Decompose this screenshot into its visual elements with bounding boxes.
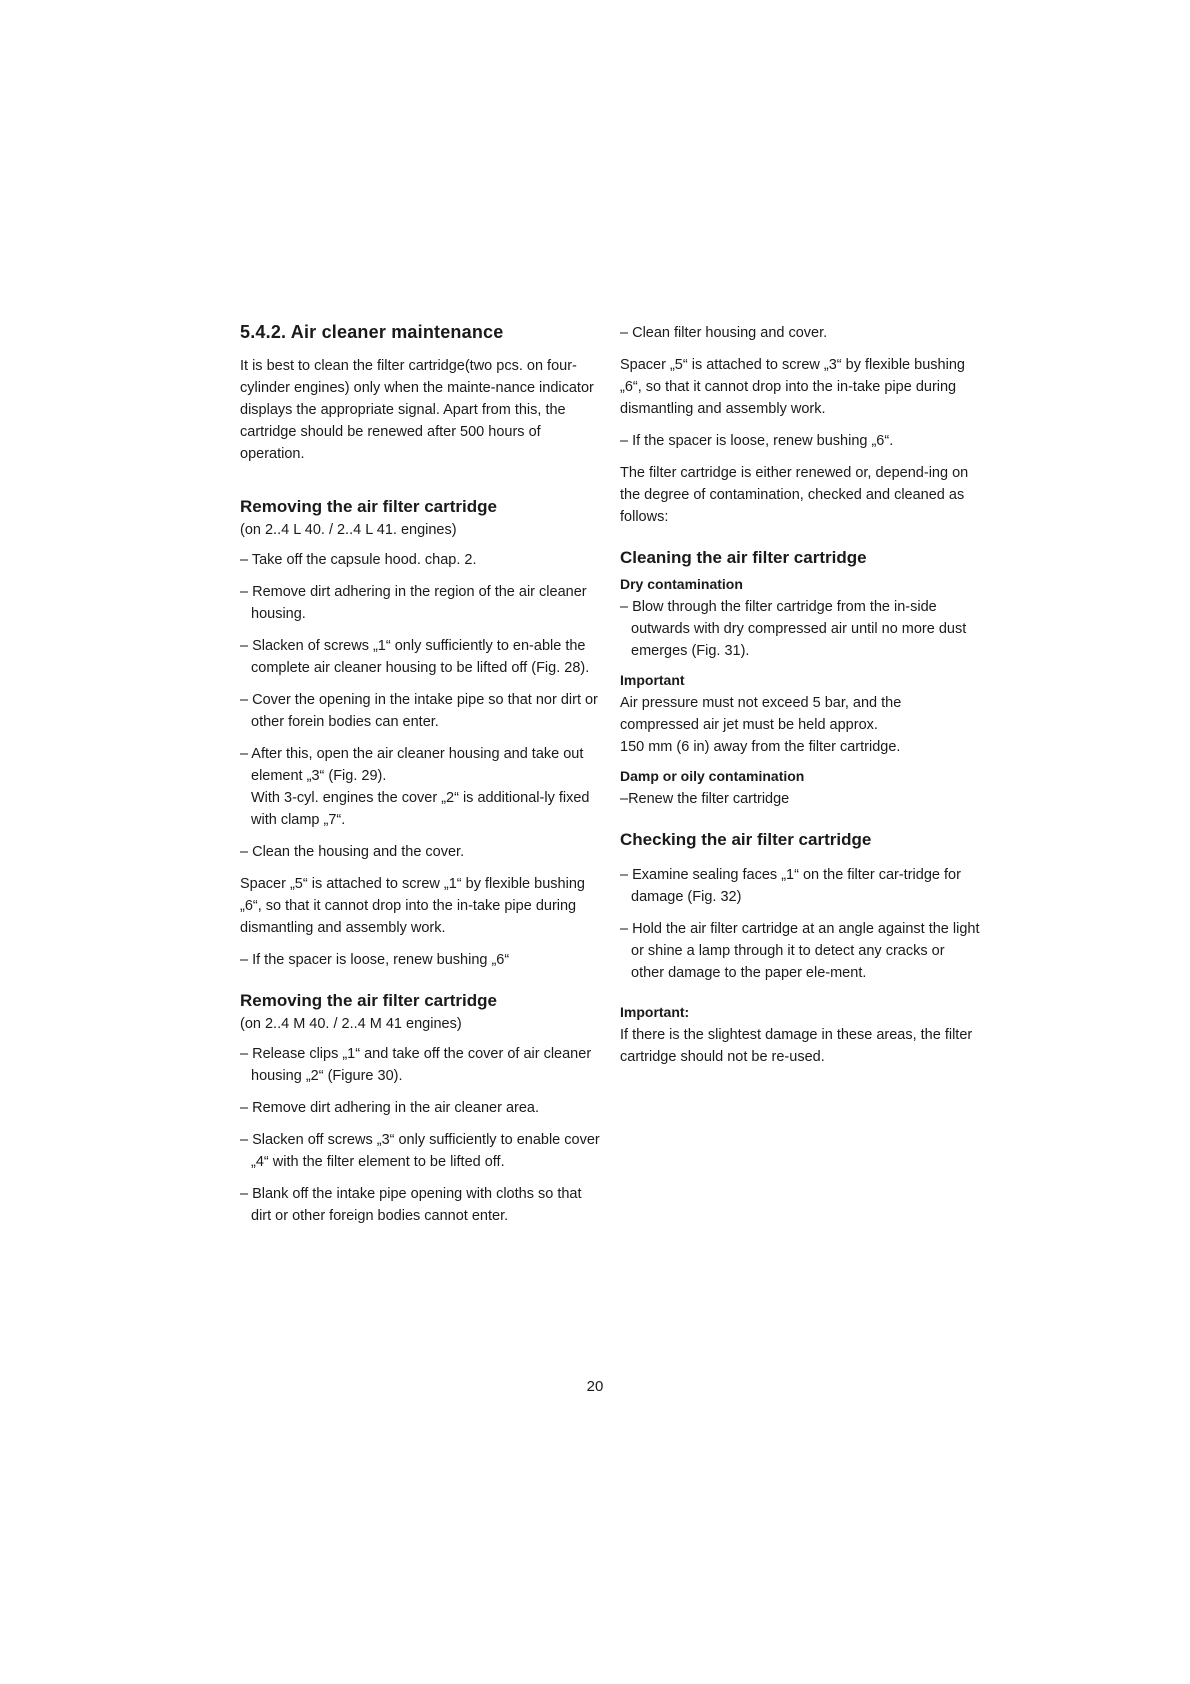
left-column (240, 322, 600, 1237)
heading-cleaning: Cleaning the air filter cartridge (620, 548, 867, 567)
list-item: – Remove dirt adhering in the air cleaner area. (240, 1100, 540, 1116)
important-text: Air pressure must not exceed 5 bar, and the compressed air jet must be held approx. 150 mm (6 in) away from the filter cartridge. (620, 695, 902, 755)
list-item: – Examine sealing faces „1“ on the filter car-tridge for damage (Fig. 32) (620, 867, 961, 905)
list-item: – Blow through the filter cartridge from the in-side outwards with dry compressed air until no more dust emerges (Fig. 31). (620, 599, 967, 659)
list-item: – Slacken of screws „1“ only sufficiently to en-able the complete air cleaner housing to be lifted off (Fig. 28). (240, 638, 590, 676)
subheading-m-engines: (on 2..4 M 40. / 2..4 M 41 engines) (240, 1016, 462, 1032)
renew-note: The filter cartridge is either renewed or, depend-ing on the degree of contamination, checked and cleaned as follows: (620, 465, 969, 525)
list-item: – Take off the capsule hood. chap. 2. (240, 552, 477, 568)
heading-important: Important (620, 672, 685, 688)
section-title: 5.4.2. Air cleaner maintenance (240, 322, 504, 342)
page-number: 20 (586, 1378, 604, 1395)
list-item: –Renew the filter cartridge (620, 791, 790, 807)
intro-paragraph: It is best to clean the filter cartridge(two pcs. on four-cylinder engines) only when the mainte-nance indicator displays the appropriate signal. Apart from this, the cartridge should be renewed after 500 hours of operation. (240, 358, 594, 462)
list-item: – Clean the housing and the cover. (240, 844, 465, 860)
list-item: – Remove dirt adhering in the region of the air cleaner housing. (240, 584, 587, 622)
heading-checking: Checking the air filter cartridge (620, 830, 872, 849)
list-item: – Hold the air filter cartridge at an angle against the light or shine a lamp through it to detect any cracks or other damage to the paper ele-ment. (620, 921, 980, 981)
list-item: – Cover the opening in the intake pipe so that nor dirt or other forein bodies can enter. (240, 692, 598, 730)
heading-removing-l-engines: Removing the air filter cartridge (240, 497, 497, 516)
subheading-l-engines: (on 2..4 L 40. / 2..4 L 41. engines) (240, 522, 457, 538)
heading-damp-contamination: Damp or oily contamination (620, 768, 805, 784)
list-item: – After this, open the air cleaner housing and take out element „3“ (Fig. 29). With 3-cyl. engines the cover „2“ is additional-ly fixed with clamp „7“. (240, 746, 590, 828)
important-checking-text: If there is the slightest damage in these areas, the filter cartridge should not be re-used. (620, 1027, 973, 1065)
spacer-note: Spacer „5“ is attached to screw „3“ by flexible bushing „6“, so that it cannot drop into the in-take pipe during dismantling and assembly work. (620, 357, 965, 417)
list-item: – Blank off the intake pipe opening with cloths so that dirt or other foreign bodies cannot enter. (240, 1186, 582, 1224)
list-item: – Clean filter housing and cover. (620, 325, 828, 341)
spacer-note: Spacer „5“ is attached to screw „1“ by flexible bushing „6“, so that it cannot drop into the in-take pipe during dismantling and assembly work. (240, 876, 585, 936)
heading-important-checking: Important: (620, 1004, 690, 1020)
heading-dry-contamination: Dry contamination (620, 576, 743, 592)
right-column (620, 322, 980, 1078)
list-item: – If the spacer is loose, renew bushing „6“ (240, 952, 510, 968)
heading-removing-m-engines: Removing the air filter cartridge (240, 991, 497, 1010)
list-item: – Release clips „1“ and take off the cover of air cleaner housing „2“ (Figure 30). (240, 1046, 592, 1084)
list-item: – Slacken off screws „3“ only sufficiently to enable cover „4“ with the filter element to be lifted off. (240, 1132, 600, 1170)
list-item: – If the spacer is loose, renew bushing „6“. (620, 433, 894, 449)
